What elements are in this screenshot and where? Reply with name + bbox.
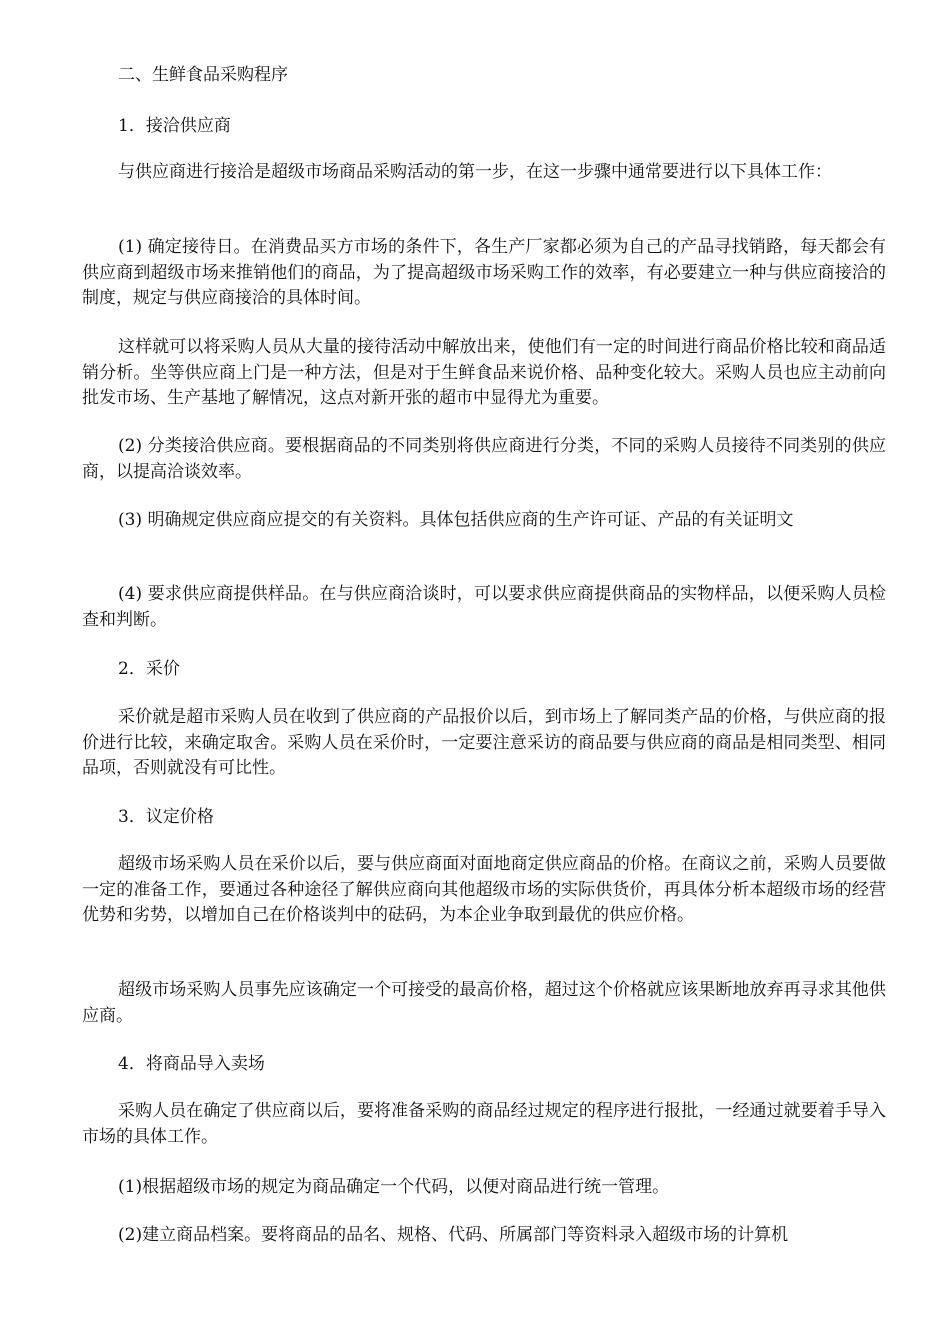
paragraph: (2) 分类接洽供应商。要根据商品的不同类别将供应商进行分类，不同的采购人员接待不同类别的供应商，以提高洽谈效率。 <box>82 436 886 482</box>
paragraph: 与供应商进行接洽是超级市场商品采购活动的第一步，在这一步骤中通常要进行以下具体工作： <box>118 162 832 182</box>
section-heading: 1．接洽供应商 <box>118 116 231 136</box>
section-heading: 3．议定价格 <box>118 807 214 827</box>
paragraph: (4) 要求供应商提供样品。在与供应商洽谈时，可以要求供应商提供商品的实物样品，以便采购人员检查和判断。 <box>82 584 886 630</box>
paragraph: 超级市场采购人员事先应该确定一个可接受的最高价格，超过这个价格就应该果断地放弃再寻求其他供应商。 <box>82 980 886 1026</box>
paragraph: 这样就可以将采购人员从大量的接待活动中解放出来，使他们有一定的时间进行商品价格比较和商品适销分析。坐等供应商上门是一种方法，但是对于生鲜食品来说价格、品种变化较大。采购人员也应主动前向批发市场、生产基地了解情况，这点对新开张的超市中显得尤为重要。 <box>82 337 886 408</box>
document-title: 二、生鲜食品采购程序 <box>118 65 288 85</box>
section-heading: 4．将商品导入卖场 <box>118 1054 265 1074</box>
paragraph: (2)建立商品档案。要将商品的品名、规格、代码、所属部门等资料录入超级市场的计算机 <box>118 1225 789 1245</box>
paragraph: (3) 明确规定供应商应提交的有关资料。具体包括供应商的生产许可证、产品的有关证明文 <box>118 510 794 530</box>
paragraph: 采价就是超市采购人员在收到了供应商的产品报价以后，到市场上了解同类产品的价格，与供应商的报价进行比较，来确定取舍。采购人员在采价时，一定要注意采访的商品要与供应商的商品是相同类型、相同品项，否则就没有可比性。 <box>82 707 886 778</box>
paragraph: (1)根据超级市场的规定为商品确定一个代码，以便对商品进行统一管理。 <box>118 1177 670 1197</box>
paragraph: (1) 确定接待日。在消费品买方市场的条件下，各生产厂家都必须为自己的产品寻找销路，每天都会有供应商到超级市场来推销他们的商品，为了提高超级市场采购工作的效率，有必要建立一种与供应商接洽的制度，规定与供应商接洽的具体时间。 <box>82 237 886 308</box>
paragraph: 采购人员在确定了供应商以后，要将准备采购的商品经过规定的程序进行报批，一经通过就要着手导入市场的具体工作。 <box>82 1101 886 1147</box>
section-heading: 2．采价 <box>118 659 180 679</box>
paragraph: 超级市场采购人员在采价以后，要与供应商面对面地商定供应商品的价格。在商议之前，采购人员要做一定的准备工作，要通过各种途径了解供应商向其他超级市场的实际供货价，再具体分析本超级市场的经营优势和劣势，以增加自己在价格谈判中的砝码，为本企业争取到最优的供应价格。 <box>82 854 886 925</box>
